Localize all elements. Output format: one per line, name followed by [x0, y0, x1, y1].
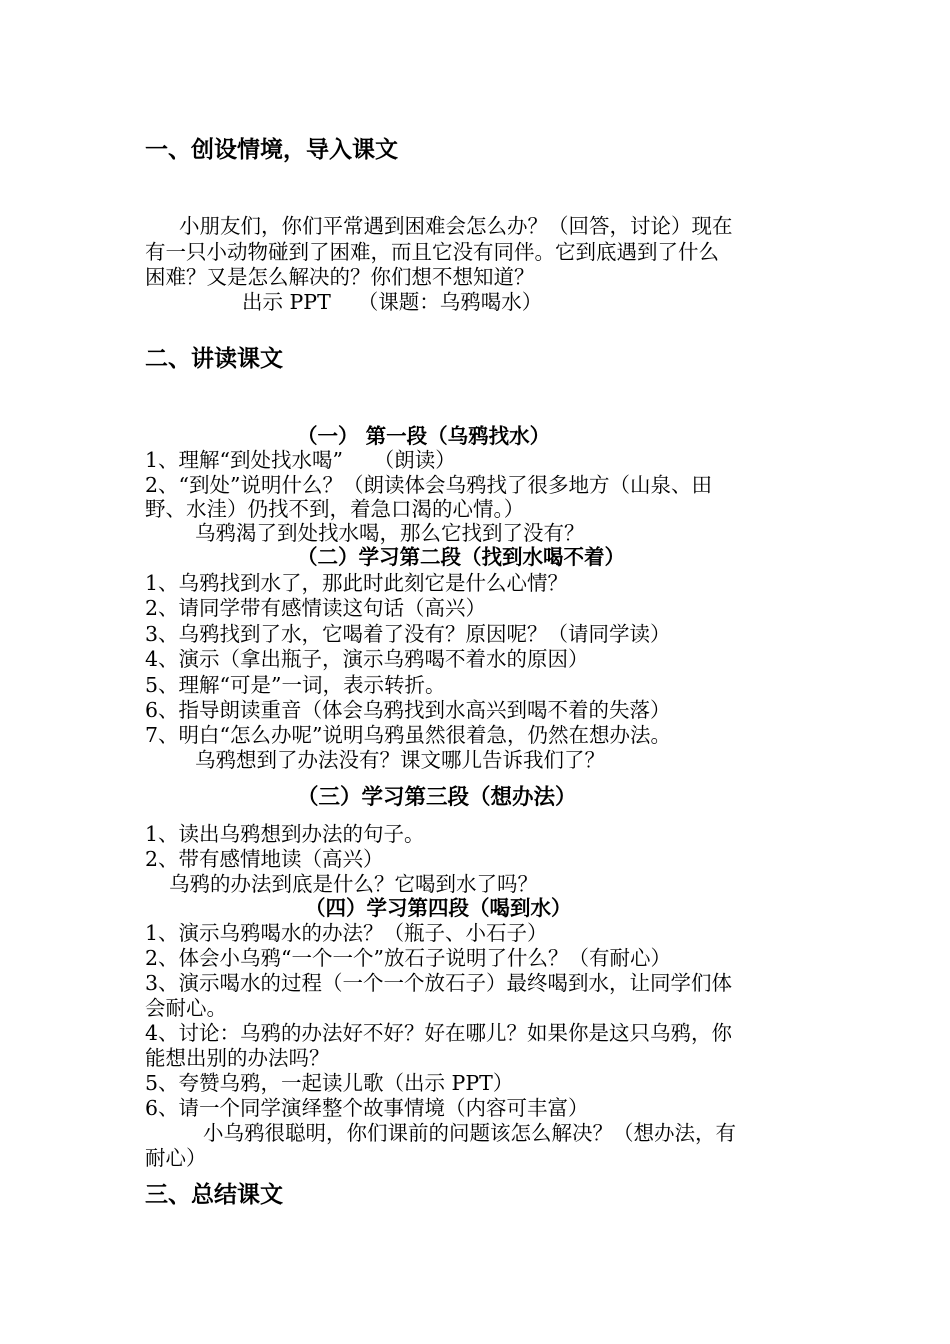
intro-line-4: 出示 PPT （课题：乌鸦喝水） — [242, 290, 543, 314]
part-4-line-3: 3、演示喝水的过程（一个一个放石子）最终喝到水，让同学们体 — [145, 971, 733, 995]
part-3-line-3: 乌鸦的办法到底是什么？它喝到水了吗？ — [169, 872, 538, 896]
part-2-line-5: 5、理解“可是”一词，表示转折。 — [145, 673, 446, 697]
part-4-line-8: 6、请一个同学演绎整个故事情境（内容可丰富） — [145, 1096, 589, 1120]
part-2-line-4: 4、演示（拿出瓶子，演示乌鸦喝不着水的原因） — [145, 647, 589, 671]
part-1-line-2: 2、“到处”说明什么？（朗读体会乌鸦找了很多地方（山泉、田 — [145, 473, 713, 497]
intro-line-2: 有一只小动物碰到了困难，而且它没有同伴。它到底遇到了什么 — [145, 240, 719, 264]
part-4-line-9: 小乌鸦很聪明，你们课前的问题该怎么解决？（想办法，有 — [203, 1121, 736, 1145]
part-1-line-4: 乌鸦渴了到处找水喝，那么它找到了没有？ — [195, 521, 585, 545]
part-1-title: （一） 第一段（乌鸦找水） — [297, 424, 551, 448]
part-3-title: （三）学习第三段（想办法） — [297, 785, 577, 810]
part-3-line-2: 2、带有感情地读（高兴） — [145, 847, 384, 871]
part-4-title: （四）学习第四段（喝到水） — [305, 896, 572, 920]
part-2-line-7: 7、明白“怎么办呢”说明乌鸦虽然很着急，仍然在想办法。 — [145, 723, 672, 747]
part-2-line-8: 乌鸦想到了办法没有？课文哪儿告诉我们了？ — [195, 748, 605, 772]
section-heading-3: 三、总结课文 — [145, 1182, 283, 1208]
intro-line-3: 困难？又是怎么解决的？你们想不想知道？ — [145, 265, 535, 289]
part-2-line-6: 6、指导朗读重音（体会乌鸦找到水高兴到喝不着的失落） — [145, 698, 671, 722]
part-4-line-6: 能想出别的办法吗？ — [145, 1046, 330, 1070]
part-4-line-4: 会耐心。 — [145, 996, 227, 1020]
part-2-line-2: 2、请同学带有感情读这句话（高兴） — [145, 596, 487, 620]
part-1-line-3: 野、水洼）仍找不到，着急口渴的心情。） — [145, 497, 525, 521]
part-4-line-5: 4、讨论：乌鸦的办法好不好？好在哪儿？如果你是这只乌鸦，你 — [145, 1021, 733, 1045]
part-4-line-2: 2、体会小乌鸦“一个一个”放石子说明了什么？（有耐心） — [145, 946, 672, 970]
part-4-line-10: 耐心） — [145, 1146, 207, 1170]
part-2-line-3: 3、乌鸦找到了水，它喝着了没有？原因呢？（请同学读） — [145, 622, 671, 646]
part-3-line-1: 1、读出乌鸦想到办法的句子。 — [145, 822, 425, 846]
part-4-line-1: 1、演示乌鸦喝水的办法？（瓶子、小石子） — [145, 921, 548, 945]
part-2-line-1: 1、乌鸦找到水了，那此时此刻它是什么心情？ — [145, 571, 569, 595]
intro-line-1: 小朋友们，你们平常遇到困难会怎么办？（回答，讨论）现在 — [179, 214, 733, 238]
section-heading-2: 二、讲读课文 — [145, 346, 283, 372]
part-4-line-7: 5、夸赞乌鸦，一起读儿歌（出示 PPT） — [145, 1071, 514, 1095]
section-heading-1: 一、创设情境，导入课文 — [145, 137, 398, 163]
part-1-line-1: 1、理解“到处找水喝” （朗读） — [145, 448, 456, 472]
part-2-title: （二）学习第二段（找到水喝不着） — [297, 545, 625, 569]
